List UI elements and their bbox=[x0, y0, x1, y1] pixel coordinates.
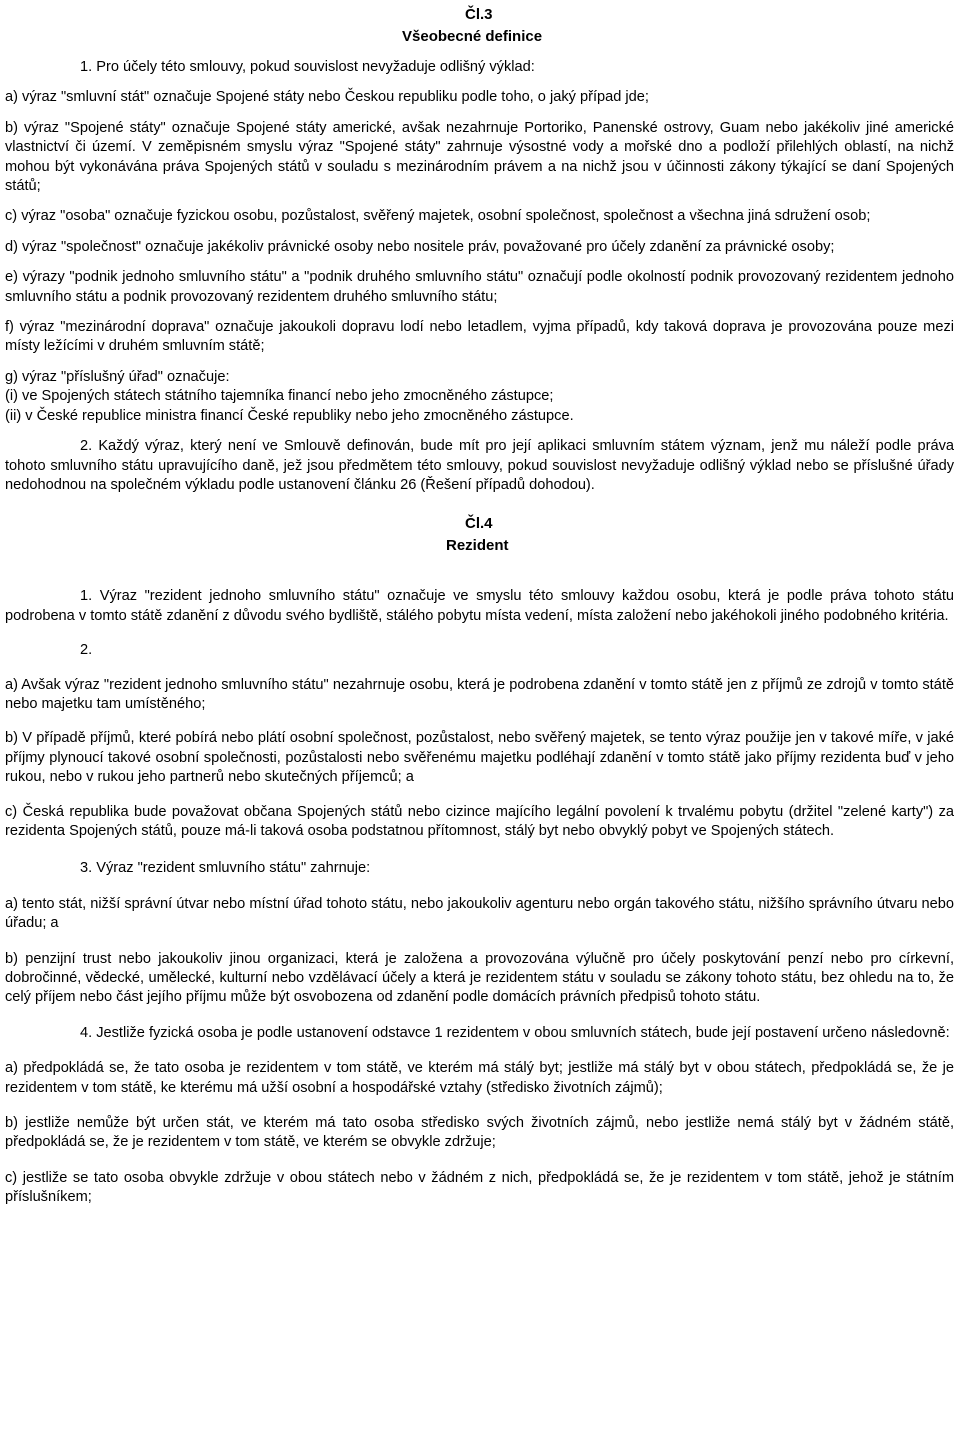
definition-g-heading: g) výraz "příslušný úřad" označuje: bbox=[5, 368, 230, 385]
article-4-paragraph-3-b: b) penzijní trust nebo jakoukoliv jinou organizaci, která je založena a provozována výlučně pro účely poskytování penzí nebo pro církevní, dobročinné, vědecké, umělecké, kulturní nebo vzdělávací účely a která je rezidentem státu v souladu se zákony tohoto státu, bez ohledu na to, že celý příjem nebo část jejího příjmu může být osvobozena od zdanění podle domácích právních předpisů tohoto státu. bbox=[5, 950, 954, 1006]
article-3-definition-b: b) výraz "Spojené státy" označuje Spojené státy americké, avšak nezahrnuje Portoriko, Panenské ostrovy, Guam nebo jakékoliv jiné americké vlastnictví či území. V zeměpisném smyslu výraz "Spojené státy" zahrnuje výsostné vody a mořské dno a podloží přilehlých oblastí, na nichž mohou být vykonávána práva Spojených států v souladu s mezinárodním právem a na nichž jsou v účinnosti zákony týkající se daní Spojených států; bbox=[5, 119, 954, 195]
article-3-definition-d: d) výraz "společnost" označuje jakékoliv právnické osoby nebo nositele práv, považované pro účely zdanění za právnické osoby; bbox=[5, 238, 835, 255]
article-4-paragraph-3-a: a) tento stát, nižší správní útvar nebo místní úřad tohoto státu, nebo jakoukoliv agenturu nebo orgán takového státu, nižšího správního útvaru nebo úřadu; a bbox=[5, 895, 954, 932]
article-3-definition-e: e) výrazy "podnik jednoho smluvního státu" a "podnik druhého smluvního státu" označují podle okolností podnik provozovaný rezidentem jednoho smluvního státu a podnik provozovaný rezidentem druhého smluvního státu; bbox=[5, 269, 954, 305]
article-4-paragraph-2-a: a) Avšak výraz "rezident jednoho smluvního státu" nezahrnuje osobu, která je podrobena zdanění v tomto státě jen z příjmů ze zdrojů v tomto státě nebo majetku tam umístěného; bbox=[5, 676, 954, 712]
article-4-paragraph-2-number: 2. bbox=[80, 642, 93, 659]
article-4-paragraph-2-c: c) Česká republika bude považovat občana Spojených států nebo cizince majícího legální povolení k trvalému pobytu (držitel "zelené karty") za rezidenta Spojených států, pouze má-li taková osoba podstatnou přítomnost, stálý byt nebo obvyklý pobyt ve Spojených státech. bbox=[5, 803, 954, 839]
article-3-paragraph-1-intro: 1. Pro účely této smlouvy, pokud souvislost nevyžaduje odlišný výklad: bbox=[80, 59, 535, 75]
article-4-paragraph-4-c: c) jestliže se tato osoba obvykle zdržuje v obou státech nebo v žádném z nich, předpokládá se, že je rezidentem v tom státě, jehož je státním příslušníkem; bbox=[5, 1169, 954, 1206]
article-3-definition-f: f) výraz "mezinárodní doprava" označuje jakoukoli dopravu lodí nebo letadlem, vyjma případů, kdy taková doprava je provozována pouze mezi místy ležícími v druhém smluvním státě; bbox=[5, 319, 954, 355]
article-3-definition-c: c) výraz "osoba" označuje fyzickou osobu, pozůstalost, svěřený majetek, osobní společnost, společnost a všechna jiná sdružení osob; bbox=[5, 208, 871, 225]
article-4-paragraph-2-b: b) V případě příjmů, které pobírá nebo plátí osobní společnost, pozůstalost, nebo svěřený majetek, se tento výraz použije jen v takové míře, v jaké příjmy plynoucí takové osobní společnosti, pozůstalosti nebo svěřenému majetku podléhají zdanění v tomto státě jako příjmy rezidenta buď v jeho rukou, nebo v rukou jeho partnerů nebo skutečných příjemců; a bbox=[5, 730, 954, 786]
article-3-title: Všeobecné definice bbox=[402, 28, 543, 45]
article-4-paragraph-1: 1. Výraz "rezident jednoho smluvního státu" označuje ve smyslu této smlouvy každou osobu, která je podle práva tohoto státu podrobena v tomto státě zdanění z důvodu svého bydliště, stálého pobytu místa vedení, místa založení nebo jakéhokoli jiného podobného kritéria. bbox=[5, 588, 954, 624]
article-4-paragraph-4-b: b) jestliže nemůže být určen stát, ve kterém má tato osoba středisko svých životních zájmů, nebo jestliže nemá stálý byt v žádném státě, předpokládá se, že je rezidentem v tom státě, ve kterém se obvykle zdržuje; bbox=[5, 1115, 954, 1151]
definition-g-item-i: (i) ve Spojených státech státního tajemníka financí nebo jeho zmocněného zástupce; bbox=[5, 388, 554, 405]
article-3-definition-g bbox=[5, 368, 954, 426]
article-4-number: Čl.4 bbox=[465, 515, 493, 533]
article-3-definition-a: a) výraz "smluvní stát" označuje Spojené státy nebo Českou republiku podle toho, o jaký případ jde; bbox=[5, 89, 649, 106]
article-4-paragraph-4-a: a) předpokládá se, že tato osoba je rezidentem v tom státě, ve kterém má stálý byt; jestliže má stálý byt v obou státech, předpokládá se, že je rezidentem v tom státě, ke kterému má užší osobní a hospodářské vztahy (středisko životních zájmů); bbox=[5, 1060, 954, 1096]
article-3-number: Čl.3 bbox=[465, 6, 493, 23]
article-4-paragraph-3-intro: 3. Výraz "rezident smluvního státu" zahrnuje: bbox=[80, 860, 371, 877]
article-4-paragraph-4-intro: 4. Jestliže fyzická osoba je podle ustanovení odstavce 1 rezidentem v obou smluvních státech, bude její postavení určeno následovně: bbox=[80, 1024, 950, 1041]
article-4-title: Rezident bbox=[446, 537, 509, 555]
definition-g-item-ii: (ii) v České republice ministra financí České republiky nebo jeho zmocněného zástupce. bbox=[5, 407, 574, 424]
article-3-paragraph-2: 2. Každý výraz, který není ve Smlouvě definován, bude mít pro její aplikaci smluvním státem význam, jenž mu náleží podle práva tohoto smluvního státu upravujícího daně, jež jsou předmětem této smlouvy, pokud souvislost nevyžaduje odlišný výklad nebo se příslušné úřady nedohodnou na společném výkladu podle ustanovení článku 26 (Řešení případů dohodou). bbox=[5, 438, 954, 493]
